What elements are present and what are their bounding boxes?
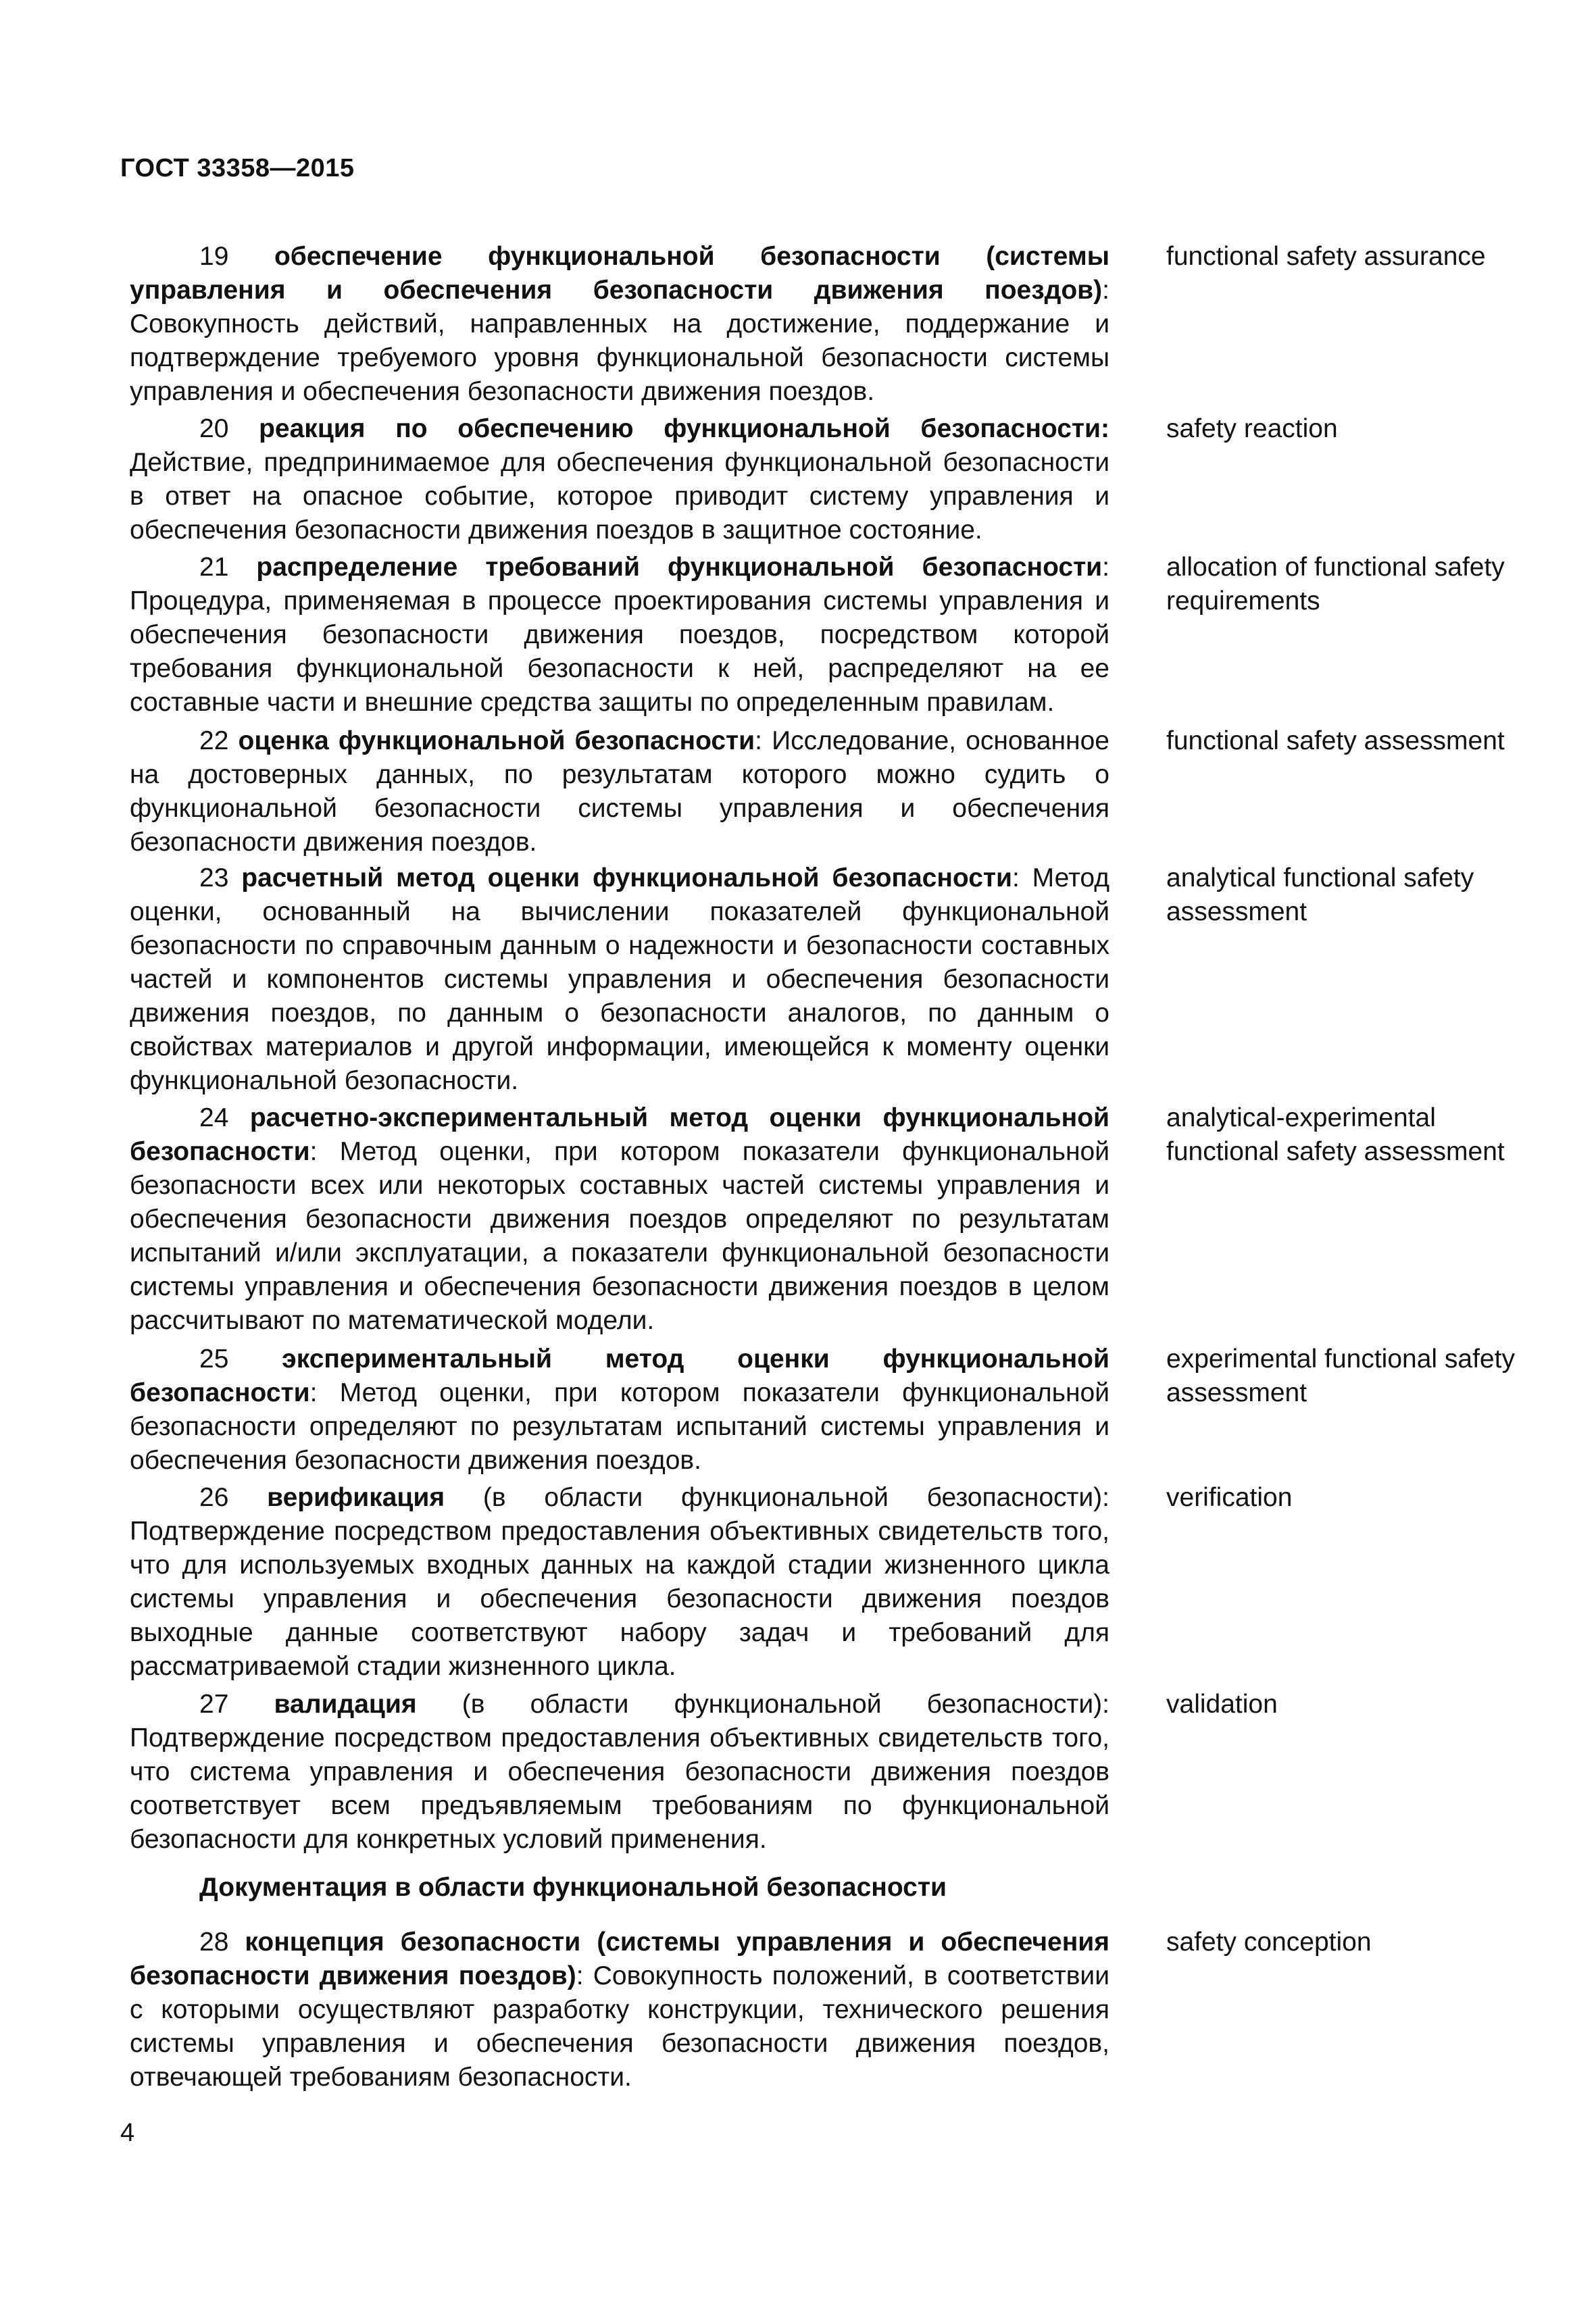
term-definition-ru [130,861,1109,1098]
term-definition-text: : Метод оценки, основанный на вычислении показателей функциональной безопасности по справочным данным о надежности и безопасности составных частей и компонентов системы управления и обеспечения безопасности движения поездов, по данным о безопасности аналогов, по данным о свойствах материалов и другой информации, имеющейся к моменту оценки функциональной безопасности. [130,863,1109,1095]
term-number: 28 [199,1928,229,1957]
term-definition-text: : Совокупность положений, в соответствии с которыми осуществляют разработку конструкции, технического решения системы управления и обеспечения безопасности движения поездов, отвечающей требованиям безопасности. [130,1961,1109,2092]
term-definition-ru [130,1688,1109,1857]
term-name: концепция безопасности (системы управления и обеспечения безопасности движения поездов) [130,1928,1110,1990]
term-english: verification [1166,1483,1293,1512]
term-english: safety conception [1166,1928,1372,1957]
document-header: ГОСТ 33358—2015 [120,154,355,182]
term-name: распределение требований функциональной безопасности [256,553,1103,582]
term-definition-ru [130,1101,1109,1338]
term-name: расчетно-экспериментальный метод оценки функциональной безопасности [130,1103,1109,1166]
term-definition-text: : Метод оценки, при котором показатели функциональной безопасности определяют по результатам испытаний системы управления и обеспечения безопасности движения поездов. [130,1378,1109,1475]
term-name: расчетный метод оценки функциональной безопасности [241,863,1012,892]
term-english: functional safety assurance [1166,242,1486,271]
term-english: analytical functional safety assessment [1166,863,1474,926]
page-number: 4 [120,2119,135,2147]
section-title: Документация в области функциональной безопасности [199,1873,947,1902]
term-number: 20 [199,414,229,443]
term-english: safety reaction [1166,414,1338,443]
term-number: 23 [199,863,229,892]
term-number: 21 [199,553,229,582]
term-definition-text: (в области функциональной безопасности): Подтверждение посредством предоставления объективных свидетельств того, что система управления и обеспечения безопасности движения поездов соответствует всем предъявляемым требованиям по функциональной безопасности для конкретных условий применения. [130,1690,1110,1854]
term-english: experimental functional safety assessment [1166,1344,1515,1407]
term-definition-text: : Процедура, применяемая в процессе проектирования системы управления и обеспечения безопасности движения поездов, посредством которой требования функциональной безопасности к ней, распределяют на ее составные части и внешние средства защиты по определенным правилам. [130,553,1109,717]
term-name: экспериментальный метод оценки функциональной безопасности [130,1344,1109,1407]
term-name: оценка функциональной безопасности [238,726,755,755]
term-definition-text: Действие, предпринимаемое для обеспечения функциональной безопасности в ответ на опасное событие, которое приводит систему управления и обеспечения безопасности движения поездов в защитное состояние. [130,448,1109,545]
term-name: реакция по обеспечению функциональной безопасности: [259,414,1109,443]
term-definition-text: (в области функциональной безопасности): Подтверждение посредством предоставления объективных свидетельств того, что для используемых входных данных на каждой стадии жизненного цикла системы управления и обеспечения безопасности движения поездов выходные данные соответствуют набору задач и требований для рассматриваемой стадии жизненного цикла. [130,1483,1109,1681]
term-definition-text: : Совокупность действий, направленных на достижение, поддержание и подтверждение требуемого уровня функциональной безопасности системы управления и обеспечения безопасности движения поездов. [130,276,1109,406]
term-name: верификация [267,1483,445,1512]
term-definition-ru [130,551,1109,720]
term-definition-ru [130,1481,1109,1684]
term-number: 26 [199,1483,229,1512]
term-definition-ru [130,1342,1109,1478]
term-number: 27 [199,1690,229,1719]
term-english: allocation of functional safety requirements [1166,553,1505,615]
term-definition-ru [130,240,1109,409]
term-english: validation [1166,1690,1278,1719]
term-english: functional safety assessment [1166,726,1505,755]
term-definition-ru [130,412,1109,547]
term-english: analytical-experimental functional safety assessment [1166,1103,1505,1166]
term-name: валидация [274,1690,417,1719]
term-definition-ru [130,724,1109,859]
term-name: обеспечение функциональной безопасности (системы управления и обеспечения безопасности движения поездов) [130,242,1110,305]
term-number: 24 [199,1103,229,1132]
term-number: 19 [199,242,229,271]
term-definition-ru [130,1926,1109,2094]
term-number: 22 [199,726,229,755]
term-definition-text: : Исследование, основанное на достоверных данных, по результатам которого можно судить о функциональной безопасности системы управления и обеспечения безопасности движения поездов. [130,726,1109,857]
term-number: 25 [199,1344,229,1374]
term-definition-text: : Метод оценки, при котором показатели функциональной безопасности всех или некоторых составных частей системы управления и обеспечения безопасности движения поездов определяют по результатам испытаний и/или эксплуатации, а показатели функциональной безопасности системы управления и обеспечения безопасности движения поездов в целом рассчитывают по математической модели. [130,1137,1109,1335]
